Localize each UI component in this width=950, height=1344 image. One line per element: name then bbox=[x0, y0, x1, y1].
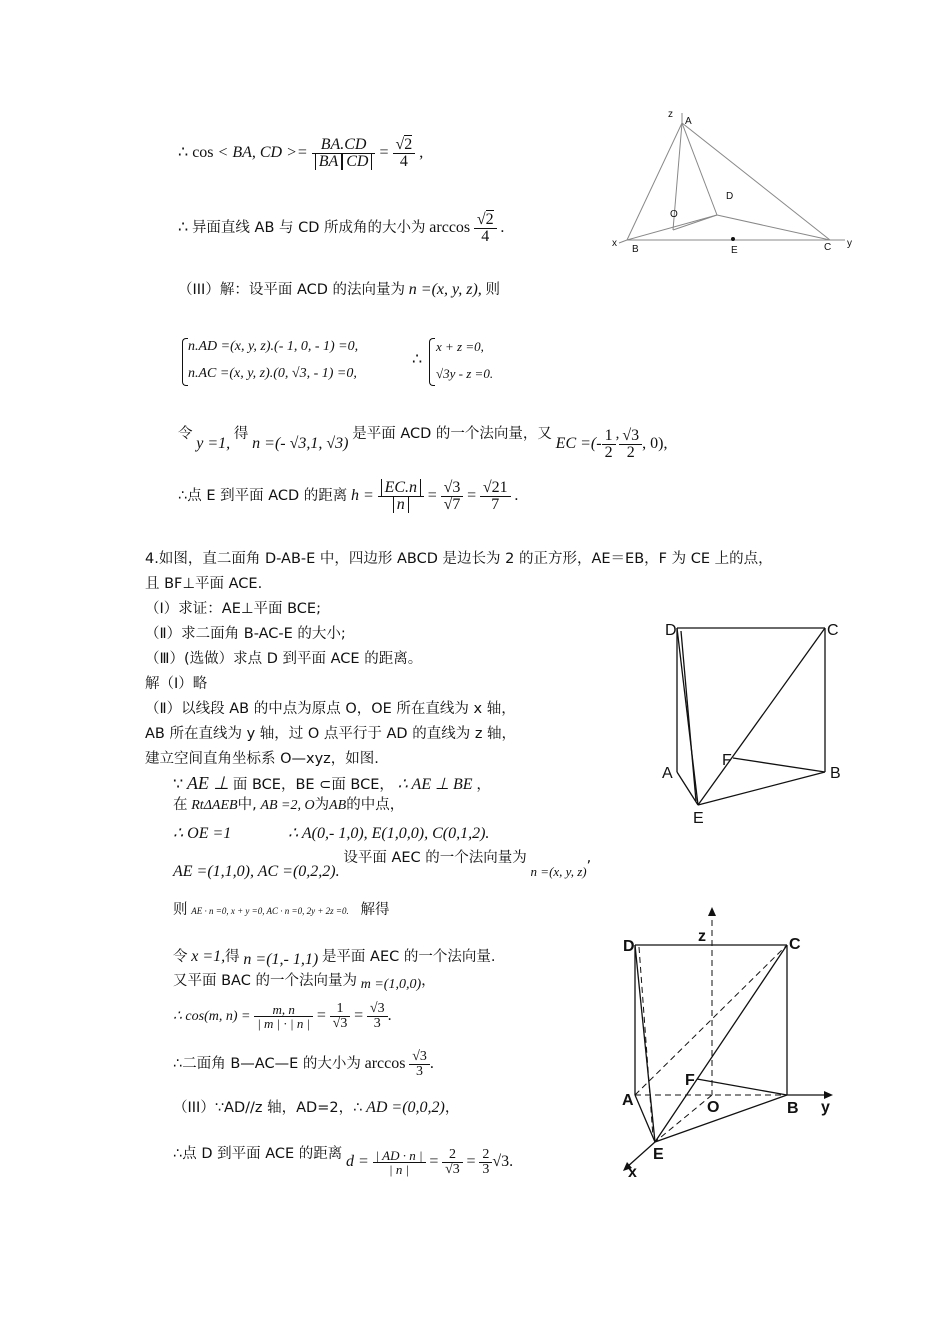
step-ad-vector: （III）∵AD//z 轴，AD=2，∴ AD =(0,0,2)， bbox=[173, 1099, 460, 1116]
fig2-label-c: C bbox=[827, 622, 839, 639]
step-distance-d: ∴点 D 到平面 ACE 的距离 d = $\frac{| AD \cdot n |}{| n |}$ = $\frac{2}{√3}$ = $\frac{2}{3}$ √3. bbox=[173, 1145, 514, 1177]
fig1-label-e: E bbox=[731, 245, 738, 256]
step-oe: ∴ OE =1 bbox=[173, 825, 232, 842]
fig3-label-f: F bbox=[685, 1072, 695, 1089]
distance-line-e: ∴点 E 到平面 ACD 的距离 h = $\frac{EC.n}{n}$ = $\frac{√3}{√7}$ = $\frac{√21}{7}$ . bbox=[178, 479, 519, 513]
step-rt-triangle: 在 RtΔAEB中, AB =2, O为AB的中点， bbox=[173, 797, 405, 813]
fig2-label-d: D bbox=[665, 622, 677, 639]
problem-line-6: 解（Ⅰ）略 bbox=[145, 676, 208, 692]
fig3-label-z: z bbox=[698, 928, 706, 945]
problem-line-8: AB 所在直线为 y 轴，过 O 点平行于 AD 的直线为 z 轴， bbox=[145, 726, 517, 742]
fig1-label-o: O bbox=[670, 209, 678, 220]
system-line-2: n.AC =(x, y, z).(0, √3, - 1) =0, bbox=[188, 366, 357, 381]
fig2-label-e: E bbox=[693, 810, 704, 827]
fig2-label-b: B bbox=[830, 765, 841, 782]
fig3-label-y: y bbox=[821, 1099, 830, 1116]
system-result-2: √3y - z =0. bbox=[436, 366, 494, 381]
fig3-label-a: A bbox=[622, 1092, 634, 1109]
problem-line-5: （Ⅲ）(选做）求点 D 到平面 ACE 的距离。 bbox=[145, 651, 423, 667]
fig3-label-o: O bbox=[707, 1099, 720, 1116]
system-result-1: x + z =0, bbox=[436, 339, 484, 354]
step-normal-bac: 又平面 BAC 的一个法向量为 m =(1,0,0)， bbox=[173, 973, 436, 992]
step-system: 则 AE · n =0, x + y =0, AC · n =0, 2y + 2z =0. 解得 bbox=[173, 902, 390, 918]
fig3-label-c: C bbox=[789, 936, 801, 953]
fig1-label-a: A bbox=[685, 116, 692, 127]
fig2-label-f: F bbox=[722, 752, 732, 769]
cos-formula: ∴ cos < BA, CD >= $\frac{BA.CD}{\text{BA CD}}$ = $\frac{√2}{4}$ , bbox=[178, 136, 424, 170]
problem-line-7: （Ⅱ）以线段 AB 的中点为原点 O，OE 所在直线为 x 轴， bbox=[145, 701, 516, 717]
fig3-label-e: E bbox=[653, 1146, 664, 1163]
fig3-label-b: B bbox=[787, 1100, 799, 1117]
brace-right bbox=[429, 338, 435, 386]
therefore-symbol: ∴ bbox=[412, 351, 423, 368]
problem-line-1: 4.如图，直二面角 D-AB-E 中，四边形 ABCD 是边长为 2 的正方形，AE＝EB，F 为 CE 上的点， bbox=[145, 551, 773, 567]
fig1-label-x: x bbox=[612, 238, 617, 249]
fig1-label-z: z bbox=[668, 109, 673, 120]
fig1-label-d: D bbox=[726, 191, 734, 202]
fig3-label-d: D bbox=[623, 938, 635, 955]
problem-line-3: （Ⅰ）求证：AE⊥平面 BCE; bbox=[145, 601, 321, 617]
system-line-1: n.AD =(x, y, z).(- 1, 0, - 1) =0, bbox=[188, 339, 359, 354]
step-vectors: AE =(1,1,0), AC =(0,2,2). 设平面 AEC 的一个法向量为 n =(x, y, z), bbox=[173, 850, 592, 880]
step-dihedral-angle: ∴二面角 B—AC—E 的大小为 arccos $\frac{√3}{3}$ . bbox=[173, 1049, 434, 1079]
fig3-label-x: x bbox=[628, 1164, 637, 1180]
fig1-label-b: B bbox=[632, 244, 639, 255]
step-ae-perp: ∵ AE ⊥ 面 BCE，BE ⊂面 BCE， ∴ AE ⊥ BE ， bbox=[173, 773, 491, 793]
step-cos: ∴ cos(m, n) = $\frac{m, n}{| m | \cdot | n |}$ = $\frac{1}{√3}$ = $\frac{√3}{3}$ . bbox=[173, 1001, 392, 1031]
figure-square-dihedral bbox=[655, 615, 855, 830]
problem-line-2: 且 BF⊥平面 ACE. bbox=[145, 576, 263, 592]
step-normal-aec: 令 x =1,得 n =(1,- 1,1) 是平面 AEC 的一个法向量. bbox=[173, 948, 496, 968]
fig1-label-y: y bbox=[847, 238, 852, 249]
fig2-label-a: A bbox=[662, 765, 673, 782]
problem-line-9: 建立空间直角坐标系 O—xyz，如图. bbox=[145, 751, 379, 767]
normal-vector-line: 令 y =1, 得 n =(- √3,1, √3) 是平面 ACD 的一个法向量，又 EC =(- $\frac{1}{2}$ , $\frac{√3}{2}$ , 0), bbox=[178, 425, 668, 461]
figure-coordinate-system bbox=[615, 905, 845, 1180]
step-points: ∴ A(0,- 1,0), E(1,0,0), C(0,1,2). bbox=[288, 825, 490, 842]
part3-intro: （III）解：设平面 ACD 的法向量为 n =(x, y, z), 则 bbox=[178, 281, 501, 298]
problem-line-4: （Ⅱ）求二面角 B-AC-E 的大小; bbox=[145, 626, 346, 642]
figure-tetrahedron bbox=[605, 105, 865, 265]
fig1-label-c: C bbox=[824, 242, 832, 253]
skew-angle-line: ∴ 异面直线 AB 与 CD 所成角的大小为 arccos $\frac{√2}{4}$ . bbox=[178, 211, 505, 245]
